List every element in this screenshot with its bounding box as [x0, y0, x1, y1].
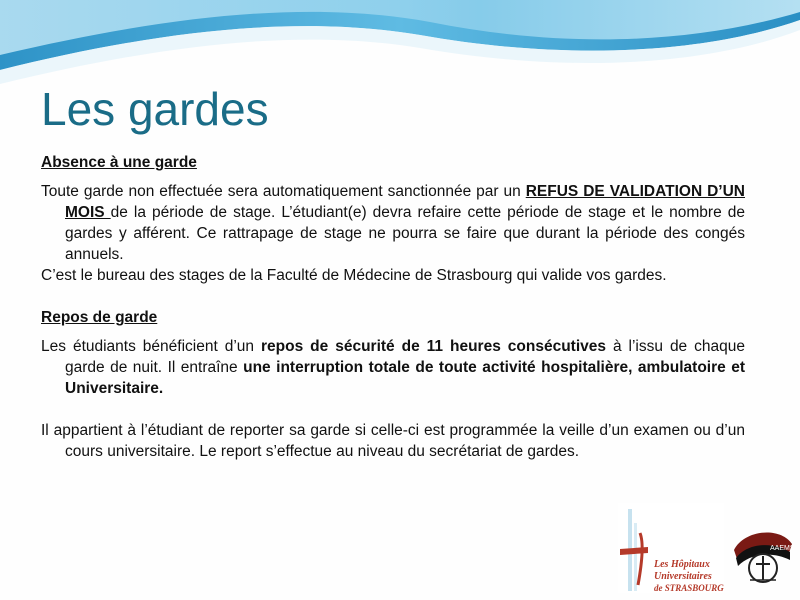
- absence-paragraph-2: C’est le bureau des stages de la Faculté de Médecine de Strasbourg qui valide vos gardes.: [41, 267, 667, 284]
- aaems-logo: [730, 522, 796, 588]
- repos-paragraph-1: Les étudiants bénéficient d’un repos de sécurité de 11 heures consécutives à l’issu de chaque garde de nuit. Il entraîne une interruption totale de toute activité hospitalière, ambulatoire et Universitaire.: [41, 338, 745, 397]
- hus-logo-line3: de STRASBOURG: [654, 583, 724, 593]
- section-heading-repos: Repos de garde: [41, 309, 158, 326]
- section-heading-absence: Absence à une garde: [41, 154, 197, 171]
- slide-body: [41, 152, 745, 462]
- hus-logo: [618, 503, 724, 593]
- hus-logo-line1: Les Hôpitaux: [654, 559, 710, 570]
- absence-paragraph-1: Toute garde non effectuée sera automatiquement sanctionnée par un REFUS DE VALIDATION D’UN MOIS de la période de stage. L’étudiant(e) devra refaire cette période de stage et le nombre de gardes y afférent. Ce rattrapage de stage ne pourra se faire que durant la période des congés annuels.: [41, 183, 745, 263]
- header-wave-decoration: [0, 0, 800, 90]
- repos-paragraph-2: Il appartient à l’étudiant de reporter sa garde si celle-ci est programmée la veille d’un examen ou d’un cours universitaire. Le report s’effectue au niveau du secrétariat de gardes.: [41, 422, 745, 460]
- hus-logo-line2: Universitaires: [654, 571, 712, 582]
- slide-title: Les gardes: [41, 83, 269, 135]
- aaems-logo-label: AAEMS: [770, 545, 795, 552]
